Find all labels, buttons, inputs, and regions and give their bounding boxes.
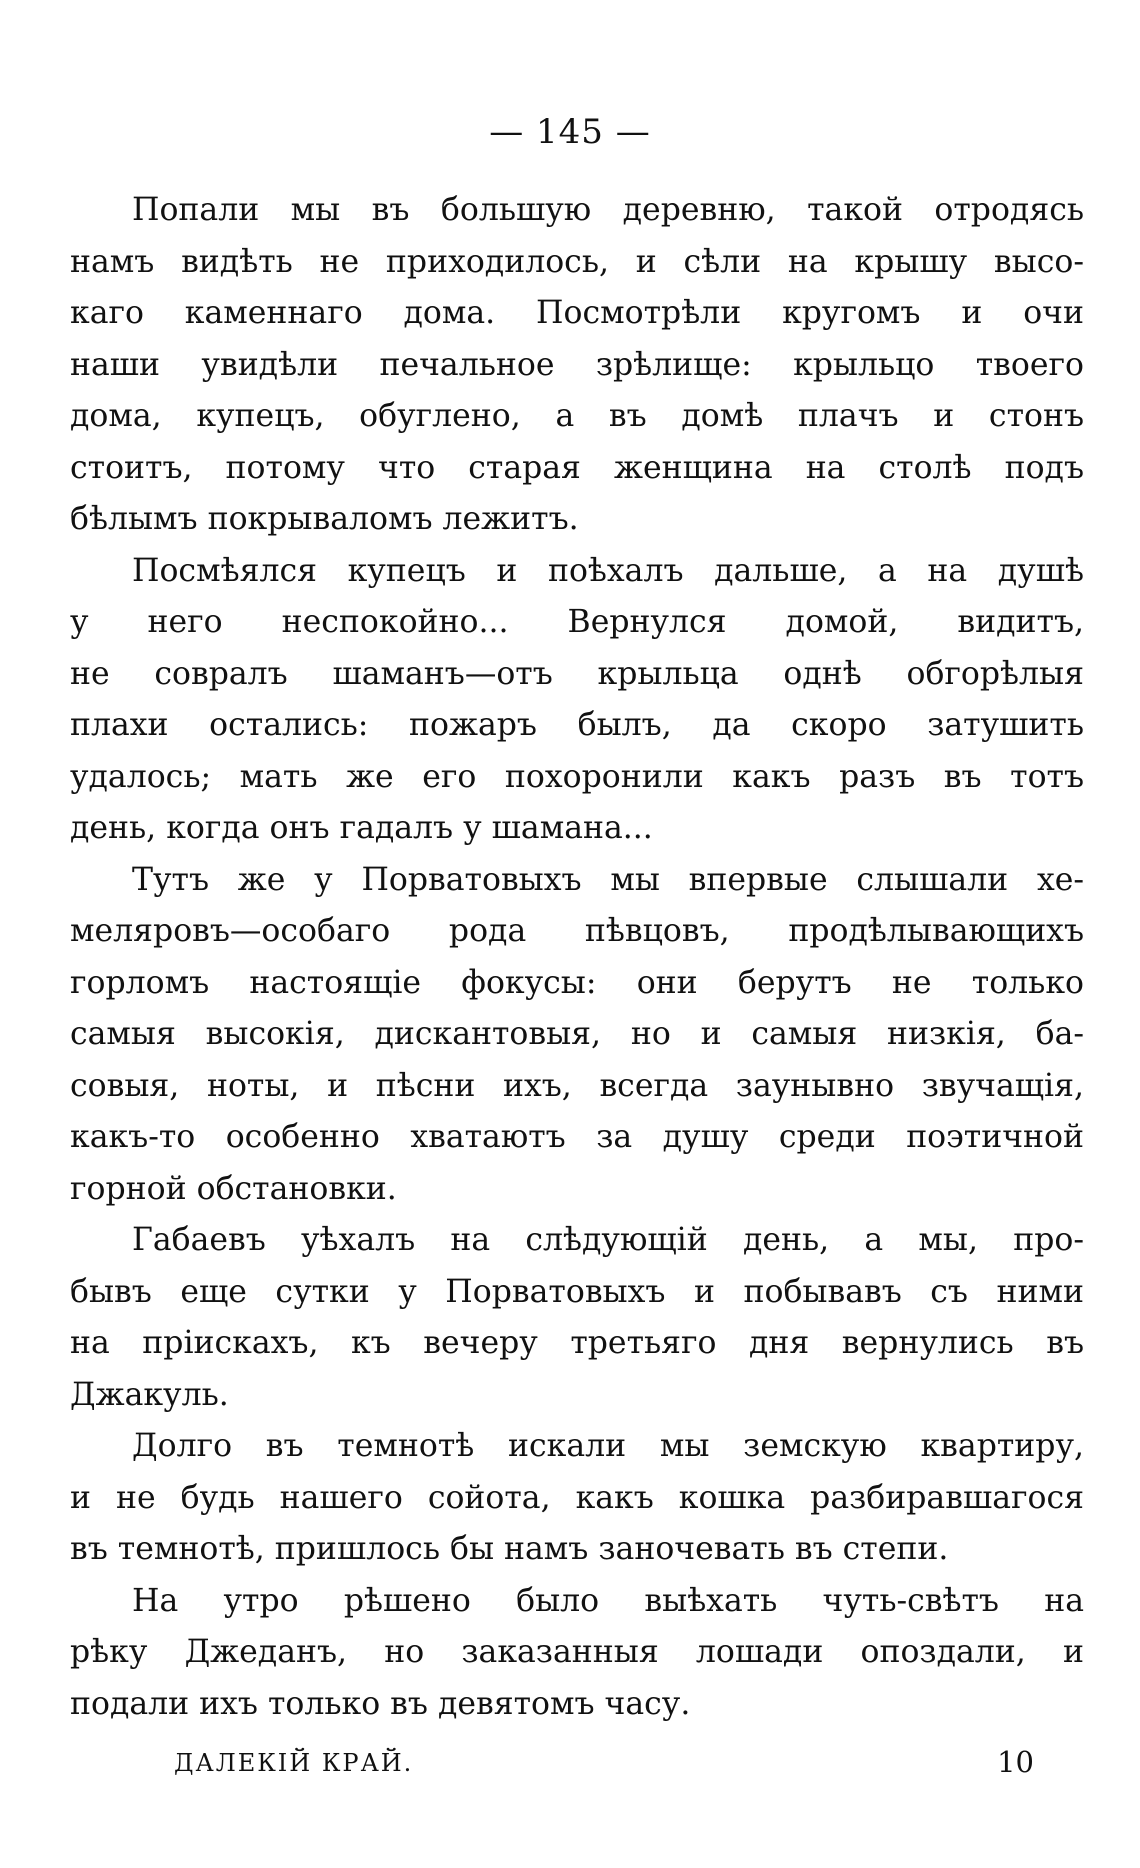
paragraph-3 (70, 855, 1084, 1216)
text-line: бывъ еще сутки у Порватовыхъ и побывавъ съ ними (70, 1273, 1084, 1310)
paragraph-2 (70, 546, 1084, 855)
text-line: какъ-то особенно хватаютъ за душу среди поэтичной (70, 1119, 1084, 1155)
text-line: у него неспокойно... Вернулся домой, видитъ, (70, 604, 1084, 640)
text-line: каго каменнаго дома. Посмотрѣли кругомъ и очи (70, 295, 1084, 331)
text-line: меляровъ—особаго рода пѣвцовъ, продѣлывающихъ (70, 913, 1084, 949)
text-line: подали ихъ только въ девятомъ часу. (70, 1685, 691, 1722)
text-line: удалось; мать же его похоронили какъ разъ въ тотъ (70, 758, 1084, 795)
page-footer (70, 1745, 1084, 1785)
text-line: Тутъ же у Порватовыхъ мы впервые слышали хе- (132, 861, 1084, 898)
page-body (70, 185, 1084, 1730)
text-line: дома, купецъ, обуглено, а въ домѣ плачъ и стонъ (70, 398, 1084, 434)
text-line: не совралъ шаманъ—отъ крыльца однѣ обгорѣлыя (70, 655, 1084, 692)
text-line: Габаевъ уѣхалъ на слѣдующій день, а мы, про- (132, 1222, 1084, 1258)
text-line: наши увидѣли печальное зрѣлище: крыльцо твоего (70, 346, 1084, 383)
text-line: На утро рѣшено было выѣхать чуть-свѣтъ на (132, 1582, 1084, 1619)
paragraph-4 (70, 1215, 1084, 1421)
text-line: въ темнотѣ, пришлось бы намъ заночевать въ степи. (70, 1531, 949, 1567)
text-line: рѣку Джеданъ, но заказанныя лошади опоздали, и (70, 1634, 1084, 1670)
book-title: ДАЛЕКІЙ КРАЙ. (174, 1749, 414, 1777)
text-line: и не будь нашего сойота, какъ кошка разбиравшагося (70, 1479, 1084, 1516)
text-line: Посмѣялся купецъ и поѣхалъ дальше, а на душѣ (132, 552, 1084, 589)
text-line: Джакуль. (70, 1376, 229, 1413)
paragraph-5 (70, 1421, 1084, 1576)
page-number: — 145 — (489, 112, 651, 152)
text-line: бѣлымъ покрываломъ лежитъ. (70, 501, 579, 537)
text-line: горной обстановки. (70, 1170, 397, 1207)
text-line: плахи остались: пожаръ былъ, да скоро затушить (70, 707, 1084, 743)
text-line: совыя, ноты, и пѣсни ихъ, всегда заунывно звучащія, (70, 1067, 1084, 1104)
paragraph-6 (70, 1576, 1084, 1731)
text-line: самыя высокія, дискантовыя, но и самыя низкія, ба- (70, 1016, 1084, 1052)
text-line: на пріискахъ, къ вечеру третьяго дня вернулись въ (70, 1325, 1084, 1361)
text-line: Попали мы въ большую деревню, такой отродясь (132, 192, 1084, 228)
paragraph-1 (70, 185, 1084, 546)
text-line: стоитъ, потому что старая женщина на столѣ подъ (70, 449, 1084, 486)
text-line: Долго въ темнотѣ искали мы земскую квартиру, (132, 1428, 1084, 1464)
text-line: намъ видѣть не приходилось, и сѣли на крышу высо- (70, 243, 1084, 280)
text-line: день, когда онъ гадалъ у шамана... (70, 810, 653, 846)
text-line: горломъ настоящіе фокусы: они берутъ не только (70, 964, 1084, 1001)
signature-mark: 10 (997, 1745, 1034, 1779)
